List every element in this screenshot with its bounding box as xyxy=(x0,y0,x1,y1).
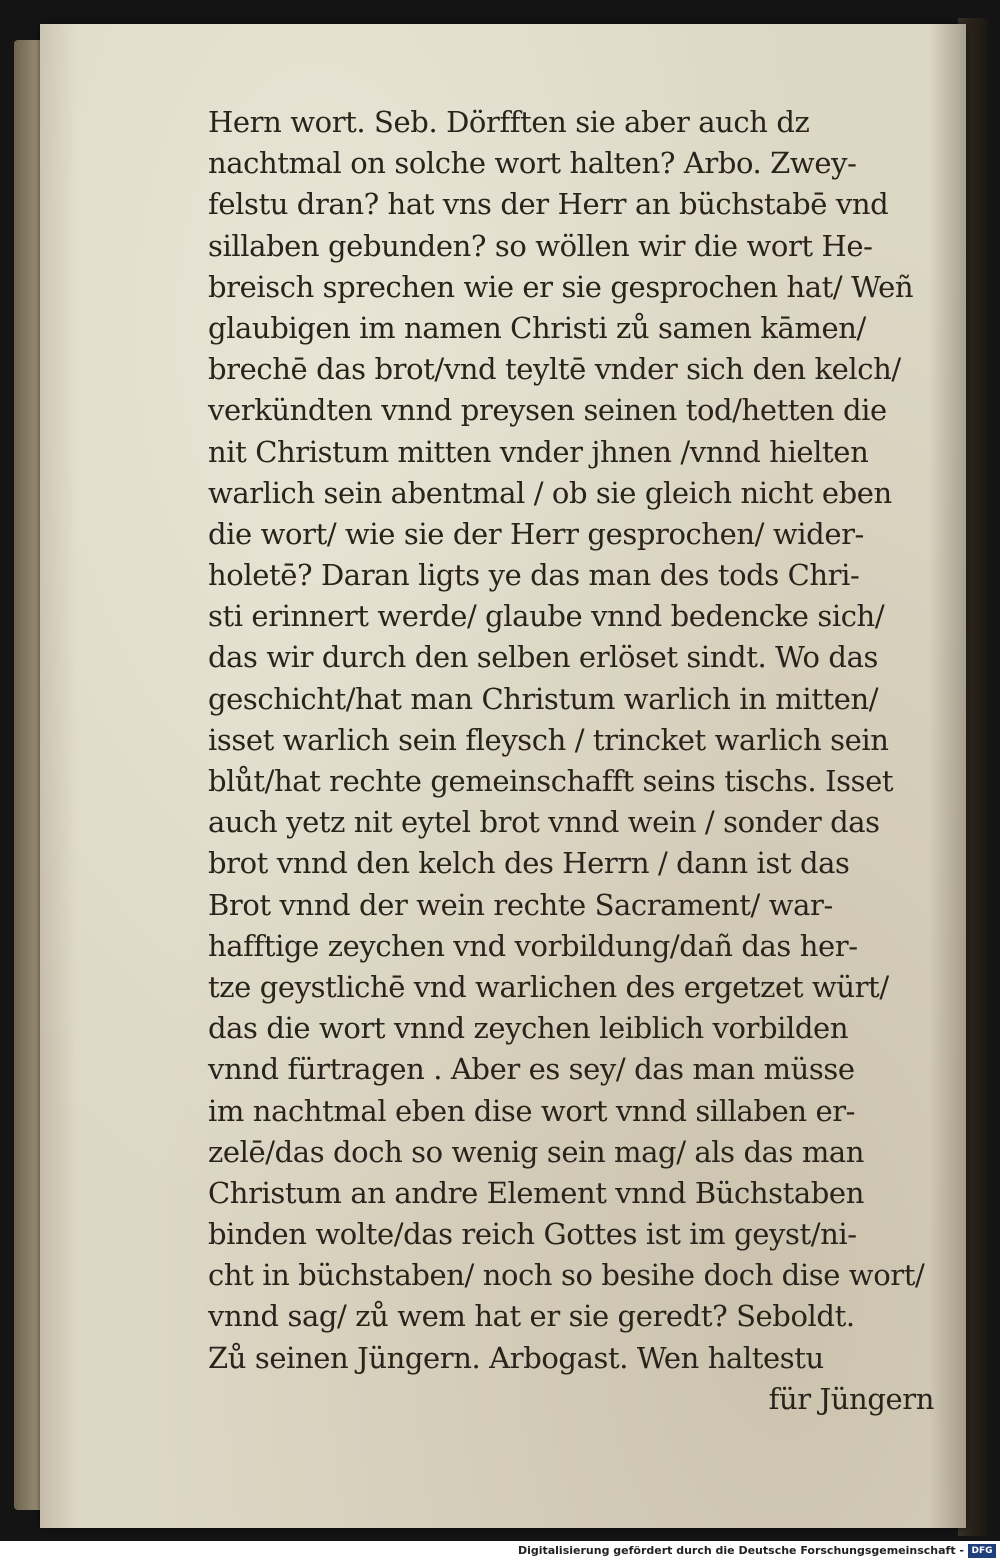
funding-credit: Digitalisierung gefördert durch die Deutsche Forschungsgemeinschaft - xyxy=(517,1544,964,1557)
text-line: breisch sprechen wie er sie gesprochen hat/ Weñ xyxy=(208,269,914,304)
text-line: verkündten vnnd preysen seinen tod/hetten die xyxy=(208,393,887,428)
text-line: glaubigen im namen Christi zů samen kāmen/ xyxy=(208,310,866,345)
text-line: zelē/das doch so wenig sein mag/ als das man xyxy=(208,1134,865,1169)
text-line: Brot vnnd der wein rechte Sacrament/ war- xyxy=(208,887,833,922)
text-line: das die wort vnnd zeychen leiblich vorbilden xyxy=(208,1011,849,1046)
text-line: blůt/hat rechte gemeinschafft seins tischs. Isset xyxy=(208,764,894,798)
text-line: sti erinnert werde/ glaube vnnd bedencke sich/ xyxy=(208,599,885,634)
catchword: für Jüngern xyxy=(768,1381,934,1416)
text-line: hafftige zeychen vnd vorbildung/dañ das her- xyxy=(208,928,858,963)
text-line: auch yetz nit eytel brot vnnd wein / sonder das xyxy=(208,805,880,840)
text-line: vnnd fürtragen . Aber es sey/ das man müsse xyxy=(208,1052,855,1087)
text-line: isset warlich sein fleysch / trincket warlich sein xyxy=(208,722,889,757)
text-line: brechē das brot/vnd teyltē vnder sich den kelch/ xyxy=(208,352,901,387)
text-line: warlich sein abentmal / ob sie gleich nicht eben xyxy=(208,475,892,510)
text-line: geschicht/hat man Christum warlich in mitten/ xyxy=(208,681,879,716)
text-line: cht in büchstaben/ noch so besihe doch dise wort/ xyxy=(208,1258,925,1293)
page-text-block xyxy=(208,102,948,1420)
text-line: im nachtmal eben dise wort vnnd sillaben er- xyxy=(208,1093,856,1128)
text-line: binden wolte/das reich Gottes ist im geyst/ni- xyxy=(208,1217,857,1252)
digitization-footer xyxy=(0,1541,1000,1562)
text-line: nit Christum mitten vnder jhnen /vnnd hielten xyxy=(208,434,869,469)
text-line: tze geystlichē vnd warlichen des ergetzet würt/ xyxy=(208,969,889,1004)
text-line: nachtmal on solche wort halten? Arbo. Zwey- xyxy=(208,146,857,181)
text-line: brot vnnd den kelch des Herrn / dann ist das xyxy=(208,846,850,881)
text-line: Zů seinen Jüngern. Arbogast. Wen haltestu xyxy=(208,1340,824,1375)
text-line: holetē? Daran ligts ye das man des tods Chri- xyxy=(208,558,860,593)
text-line: sillaben gebunden? so wöllen wir die wort He- xyxy=(208,228,873,263)
text-line: felstu dran? hat vns der Herr an büchstabē vnd xyxy=(208,187,889,222)
text-line: das wir durch den selben erlöset sindt. Wo das xyxy=(208,640,878,675)
text-line: Christum an andre Element vnnd Büchstaben xyxy=(208,1175,864,1210)
text-line: die wort/ wie sie der Herr gesprochen/ wider- xyxy=(208,516,864,551)
book-page xyxy=(40,24,966,1528)
text-line: Hern wort. Seb. Dörfften sie aber auch dz xyxy=(208,105,810,139)
text-line: vnnd sag/ zů wem hat er sie geredt? Seboldt. xyxy=(208,1299,855,1334)
dfg-logo: DFG xyxy=(968,1544,996,1558)
